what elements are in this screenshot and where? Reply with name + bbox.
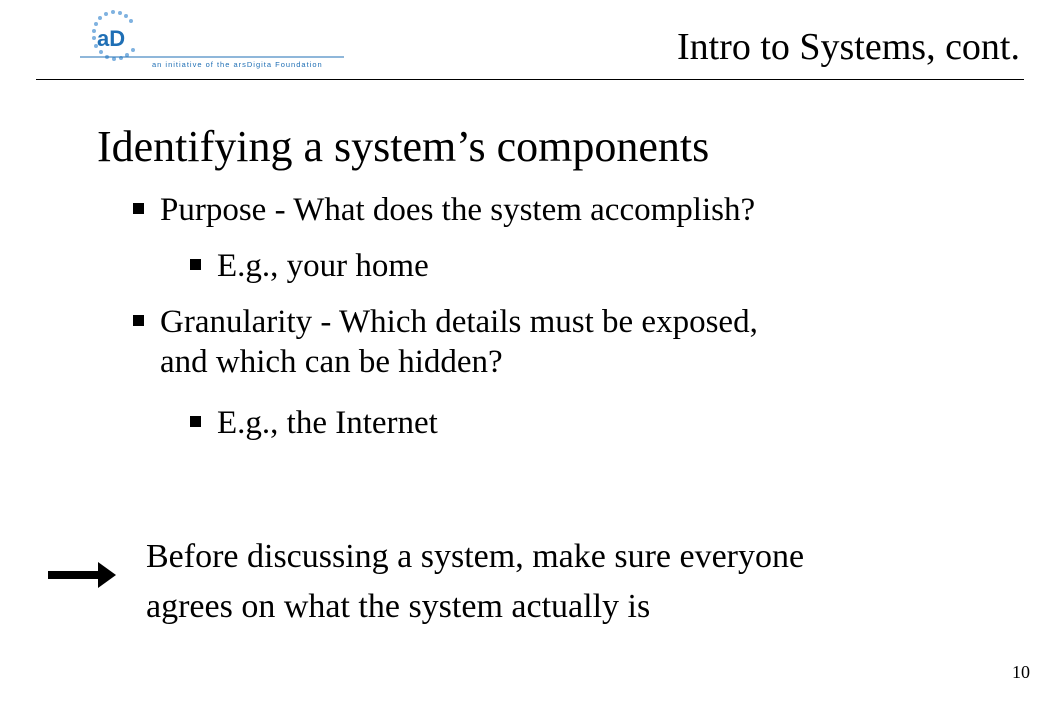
logo-tagline: an initiative of the arsDigita Foundation [152, 60, 323, 69]
bullet-text: Purpose - What does the system accomplish? [160, 192, 756, 228]
arsdigita-logo [60, 0, 360, 80]
bullet-text: Granularity - Which details must be exposed, and which can be hidden? [160, 304, 758, 380]
square-bullet-icon [133, 315, 144, 326]
sub-bullet-text: E.g., the Internet [217, 405, 438, 441]
conclusion-text: Before discussing a system, make sure everyone agrees on what the system actually is [146, 538, 805, 625]
square-bullet-icon [190, 259, 201, 270]
right-arrow-icon [48, 562, 116, 588]
logo-mark: aD [97, 26, 126, 51]
square-bullet-icon [133, 203, 144, 214]
header-divider [36, 79, 1024, 80]
slide-heading: Identifying a system’s components [97, 122, 710, 171]
arsdigita-logo-graphic [60, 0, 360, 80]
sub-bullet-text: E.g., your home [217, 248, 429, 284]
square-bullet-icon [190, 416, 201, 427]
page-number: 10 [1012, 662, 1030, 682]
header-title: Intro to Systems, cont. [676, 26, 1020, 68]
